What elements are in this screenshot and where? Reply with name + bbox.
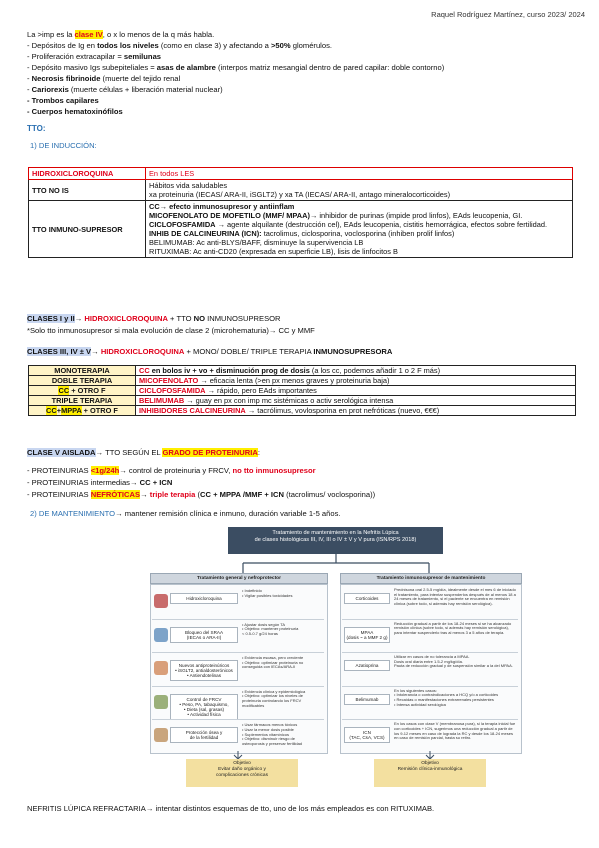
organ-icon <box>154 695 168 709</box>
table-row <box>29 386 576 396</box>
left-row-label: Hidroxicloroquina <box>170 593 238 604</box>
intro-line-2: - Depósitos de Ig en todos los niveles (como en clase 3) y afectando a >50% glomérulos. <box>27 41 332 50</box>
left-row-desc: • Usar fármacos menos tóxicos • Usar la menor dosis posible • Suplementos vitamínicos • Objetivo: disminuir riesgo de osteoporosis y preservar fertilidad <box>242 722 303 746</box>
table-cell: CC→ efecto inmunosupresor y antiinflam MICOFENOLATO DE MOFETILO (MMF/ MPAA)→ inhibidor de purinas (impide prod linfos), EAds leucopenia, GI. CICLOFOSFAMIDA → agente alquilante (destrucción cel), EAds leucopenia, cistitis hemorrágica, efectos sobre fertilidad. INHIB DE CALCINEURINA (ICN): tacrolimus, ciclosporina, voclosporina (inhiben prolif linfos) BELIMUMAB: Ac anti-BLYS/BAFF, disminuye la supervivencia LB RITUXIMAB: Ac anti-CD20 (expresada en superficie LB), lisis de linfocitos B <box>146 201 573 258</box>
left-row-desc: • Indefinido • Vigilar posibles toxicidades <box>242 588 293 598</box>
row-divider <box>342 652 518 653</box>
maintenance-infographic <box>148 527 524 789</box>
row-divider <box>342 719 518 720</box>
table-cell: CC+MPPA + OTRO F <box>29 406 136 416</box>
right-row-label: Belimumab <box>344 694 390 705</box>
left-row-desc: • Evidencia clínica y epidemiológica • Objetivo: optimizar los niveles de proteinuria controlando los FRCV modificables <box>242 688 306 708</box>
table-cell: HIDROXICLOROQUINA <box>29 168 146 180</box>
table-row <box>29 168 573 180</box>
class-v-p2: - PROTEINURIAS intermedias→ CC + ICN <box>27 478 173 487</box>
row-divider <box>342 619 518 620</box>
right-row-desc: Reducción gradual a partir de los 18-24 meses si se ha alcanzado remisión clínica (sobre todo, si además hay remisión serológica), para intentar suspenderlo tras al menos 3 a 5 años de terapia. <box>394 620 512 635</box>
intro-line-3: - Proliferación extracapilar = semilunas <box>27 52 162 61</box>
right-row-label: Corticoides <box>344 593 390 604</box>
table-row <box>29 366 576 376</box>
therapy-table <box>28 365 576 416</box>
right-row-label: ICN (TAC, CsA, VCS) <box>344 727 390 743</box>
right-row-desc: Prednisona oral 2.5-5 mg/día, idealmente desde el mes 6 de iniciado el tratamiento, para intentar suspenderlos después de al menos 18 a 24 meses de tratamiento, si el paciente se encuentra en remisión clínica (sobre todo, si además hay remisión serológica). <box>394 587 516 606</box>
induction-heading: 1) DE INDUCCIÓN: <box>30 141 97 150</box>
right-column-header: Tratamiento inmunosupresor de mantenimiento <box>340 573 522 584</box>
right-row-desc: Utilizar en casos de no tolerancia a MPAA. Dosis oral diaria entre 1.5-2 mg/kg/día. Pauta de reducción gradual y de suspensión similar a la del MPAA. <box>394 654 513 669</box>
row-divider <box>152 686 324 687</box>
right-row-desc: En los siguientes casos: • Intolerancia o contraindicaciones a HCQ y/o a corticoides • Recaídas o manifestaciones extrarrenales persistentes • Intensa actividad serológica <box>394 687 499 707</box>
left-row-label: Control de FRCV • Peso, PA, tabaquismo, • Dieta (sal, grasas) • Actividad física <box>170 694 238 720</box>
infographic-title: Tratamiento de mantenimiento en la Nefritis Lúpica de clases histológicas III, IV, III o IV ± V y V pura (ISN/RPS 2018) <box>228 527 443 554</box>
table-cell: Hábitos vida saludables xa proteinuria (IECAS/ ARA-II, iSGLT2) y xa TA (IECAS/ ARA-II, antago mineralocorticoides) <box>146 180 573 201</box>
table-cell: CC en bolos iv + vo + disminución prog de dosis (a los cc, podemos añadir 1 o 2 F más) <box>136 366 576 376</box>
intro-line-8: - Cuerpos hematoxinófilos <box>27 107 123 116</box>
table-row <box>29 376 576 386</box>
table-cell: CICLOFOSFAMIDA → rápido, pero EAds importantes <box>136 386 576 396</box>
classes-1-2: CLASES I y II→ HIDROXICLOROQUINA + TTO NO INMUNOSUPRESOR <box>27 314 281 323</box>
table-row <box>29 201 573 258</box>
left-row-label: Bloqueo del SRAA (IECAs o ARA-II) <box>170 627 238 643</box>
classes-1-2-note: *Solo tto inmunosupresor si mala evolución de clase 2 (microhematuria)→ CC y MMF <box>27 326 315 335</box>
table-cell: CC + OTRO F <box>29 386 136 396</box>
intro-line-1: La >imp es la clase IV, o x lo menos de la q más habla. <box>27 30 215 39</box>
intro-line-5: - Necrosis fibrinoide (muerte del tejido renal <box>27 74 181 83</box>
class-v-heading: CLASE V AISLADA→ TTO SEGÚN EL GRADO DE PROTEINURIA: <box>27 448 260 457</box>
organ-icon <box>154 728 168 742</box>
row-divider <box>152 719 324 720</box>
infographic-connector <box>148 527 524 577</box>
table-cell: TRIPLE TERAPIA <box>29 396 136 406</box>
organ-icon <box>154 661 168 675</box>
left-objective-text: Objetivo Evitar daño orgánico y complicaciones crónicas <box>216 761 268 778</box>
row-divider <box>152 619 324 620</box>
right-row-label: Azatioprina <box>344 660 390 671</box>
left-column-header: Tratamiento general y nefroprotector <box>150 573 328 584</box>
left-row-desc: • Ajustar dosis según TA • Objetivo: mantener proteinuria < 0.5-0.7 g/24 horas <box>242 621 299 636</box>
refractory-note: NEFRITIS LÚPICA REFRACTARIA→ intentar distintos esquemas de tto, uno de los más empleados es con RITUXIMAB. <box>27 804 435 813</box>
tto-title: TTO: <box>27 124 46 133</box>
table-cell: INHIBIDORES CALCINEURINA → tacrólimus, vovlosporina en prot nefróticas (nuevo, €€€) <box>136 406 576 416</box>
table-cell: TTO INMUNO-SUPRESOR <box>29 201 146 258</box>
induction-table <box>28 167 573 258</box>
table-cell: DOBLE TERAPIA <box>29 376 136 386</box>
author-header: Raquel Rodríguez Martínez, curso 2023/ 2024 <box>431 10 585 19</box>
right-objective <box>374 759 486 787</box>
left-row-label: Protección ósea y de la fertilidad <box>170 727 238 743</box>
table-cell: TTO NO IS <box>29 180 146 201</box>
class-v-p3: - PROTEINURIAS NEFRÓTICAS→ triple terapia (CC + MPPA /MMF + ICN (tacrolimus/ voclosporina)) <box>27 490 376 499</box>
maintenance-heading: 2) DE MANTENIMIENTO→ mantener remisión clínica e inmuno, duración variable 1-5 años. <box>30 509 341 518</box>
row-divider <box>342 686 518 687</box>
classes-3-4-5: CLASES III, IV ± V→ HIDROXICLOROQUINA + MONO/ DOBLE/ TRIPLE TERAPIA INMUNOSUPRESORA <box>27 347 393 356</box>
table-cell: BELIMUMAB → guay en px con imp mc sistémicas o activ serológica intensa <box>136 396 576 406</box>
right-row-label: MPAA (dosis ~ a MMF 2 g) <box>344 627 390 643</box>
right-objective-text: Objetivo Remisión clínica-inmunológica <box>397 761 463 772</box>
organ-icon <box>154 594 168 608</box>
table-row <box>29 180 573 201</box>
table-cell: MONOTERAPIA <box>29 366 136 376</box>
table-cell: MICOFENOLATO → eficacia lenta (>en px menos graves y proteinuria baja) <box>136 376 576 386</box>
class-v-p1: - PROTEINURIAS <1g/24h→ control de proteinuria y FRCV, no tto inmunosupresor <box>27 466 316 475</box>
right-row-desc: En los casos con clase V (membranosa pura), si la terapia inicial fue con corticoides + ICN, sugerimos una reducción gradual a partir de los 9-12 meses en caso de lograda la RC y desde los 18-24 meses en caso de remisión parcial, hasta su retiro. <box>394 721 516 741</box>
left-row-label: Nuevos antiproteinúricos • iSGLT2, antialdosterónicos • Antiendotelinas <box>170 660 238 681</box>
organ-icon <box>154 628 168 642</box>
left-objective <box>186 759 298 787</box>
intro-line-6: - Cariorexis (muerte células + liberación material nuclear) <box>27 85 223 94</box>
row-divider <box>152 652 324 653</box>
intro-line-7: - Trombos capilares <box>27 96 99 105</box>
table-row <box>29 396 576 406</box>
intro-line-4: - Depósito masivo Igs subepiteliales = asas de alambre (interpos matriz mesangial dentro de pared capilar: doble contorno) <box>27 63 445 72</box>
table-row <box>29 406 576 416</box>
left-row-desc: • Evidencia escasa, pero creciente • Objetivo: optimizar proteinuria no conseguida con IECAs/ARA-II <box>242 655 304 670</box>
table-cell: En todos LES <box>146 168 573 180</box>
